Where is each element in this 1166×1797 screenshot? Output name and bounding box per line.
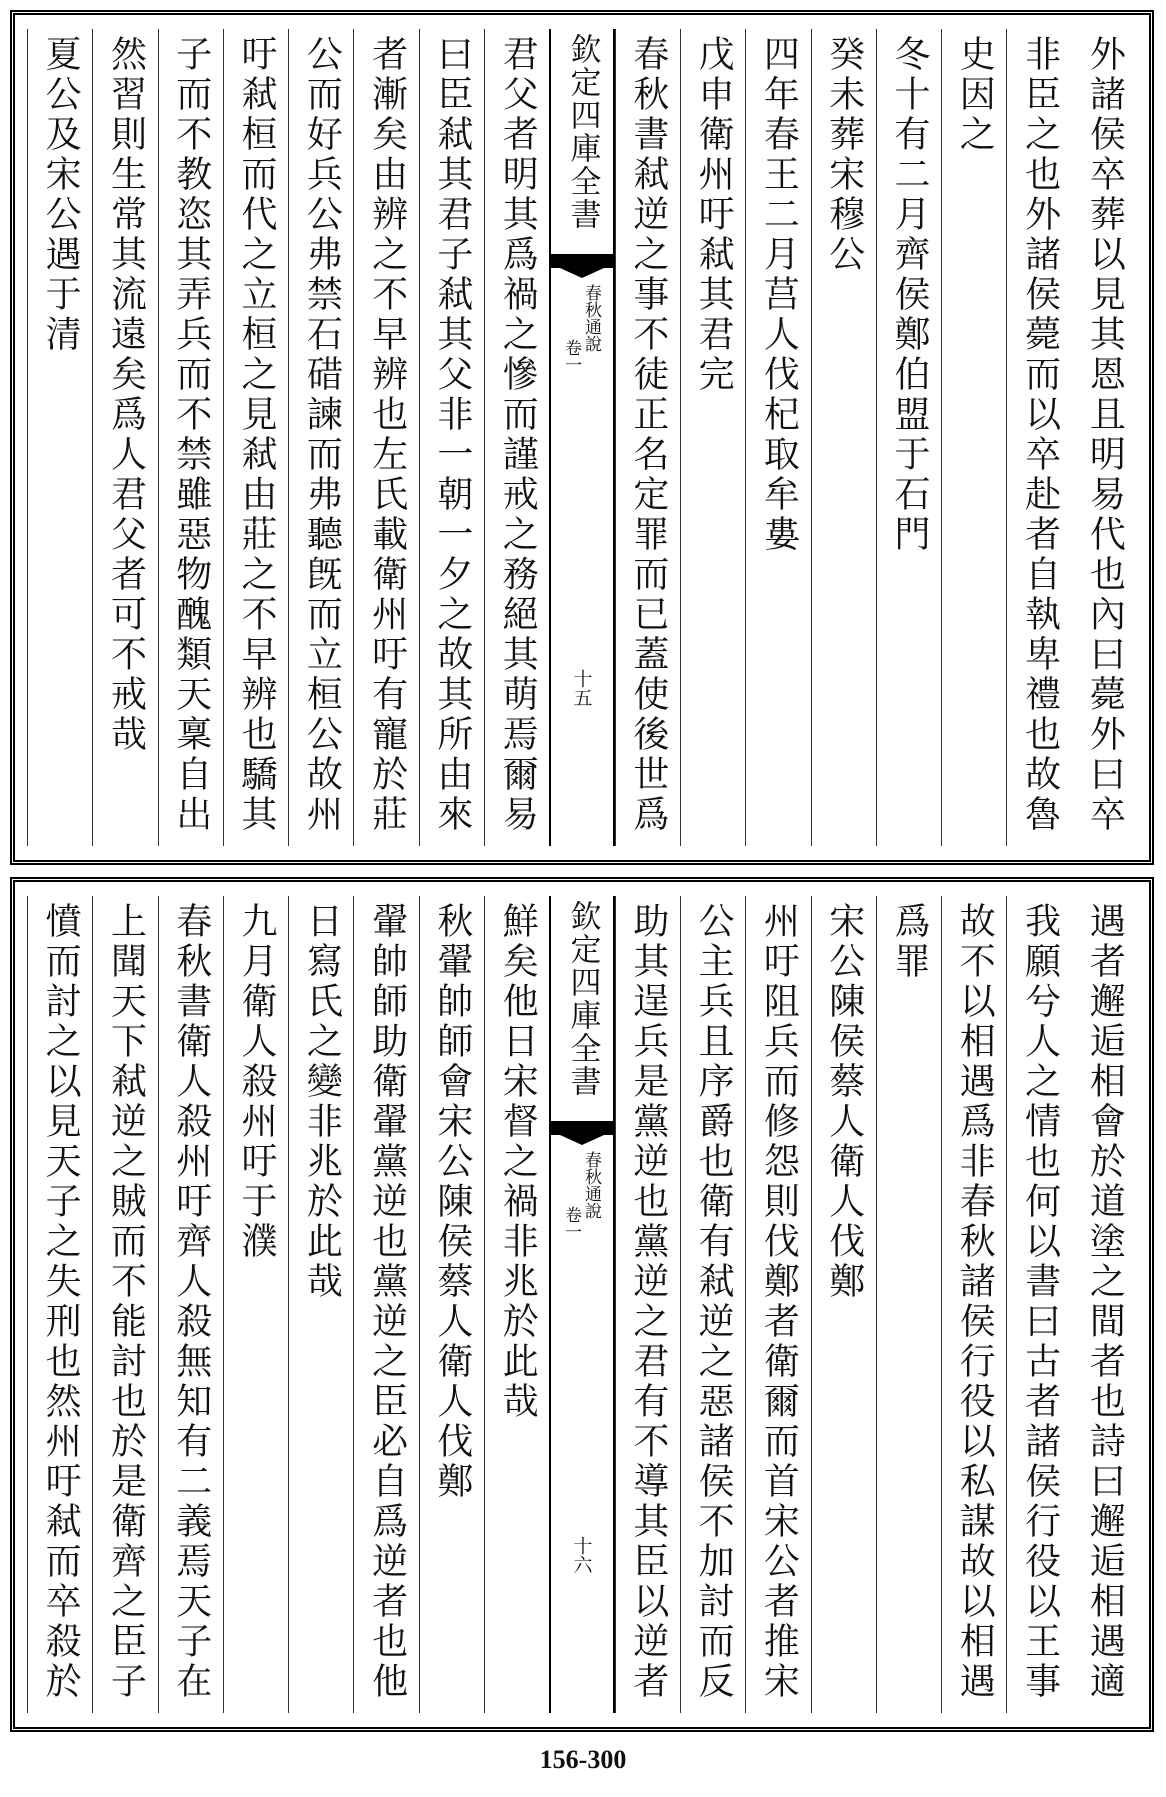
text-column (941, 29, 1006, 846)
text-column (941, 896, 1006, 1713)
folio-number: 十五 (570, 669, 593, 707)
book-title: 欽定四庫全書 (564, 900, 601, 1098)
text-column (1072, 29, 1137, 846)
text-column (680, 896, 745, 1713)
text-column (811, 896, 876, 1713)
column-text: 日寫氏之變非兆於此哉 (301, 902, 343, 1302)
text-column (353, 896, 418, 1713)
volume-title: 春秋通說 (580, 284, 601, 352)
text-column (223, 29, 288, 846)
text-column (158, 29, 223, 846)
column-text: 九月衛人殺州吁于濮 (236, 902, 278, 1262)
text-column (92, 29, 157, 846)
column-text: 州吁阻兵而修怨則伐鄭者衛爾而首宋公者推宋 (758, 902, 800, 1702)
book-title: 欽定四庫全書 (564, 33, 601, 231)
text-column (615, 29, 680, 846)
text-column (615, 896, 680, 1713)
chapter-label: 卷一 (560, 339, 581, 373)
text-column (745, 896, 810, 1713)
center-margin (549, 896, 614, 1713)
text-column (288, 896, 353, 1713)
column-text: 癸未葬宋穆公 (823, 35, 865, 275)
column-text: 史因之 (954, 35, 996, 155)
chapter-label: 卷一 (560, 1206, 581, 1240)
text-column (158, 896, 223, 1713)
column-text: 四年春王二月莒人伐杞取牟婁 (758, 35, 800, 555)
column-text: 戊申衛州吁弒其君完 (693, 35, 735, 395)
column-text: 遇者邂逅相會於道塗之間者也詩曰邂逅相遇適 (1084, 902, 1126, 1702)
column-text: 然習則生常其流遠矣爲人君父者可不戒哉 (105, 35, 147, 755)
column-text: 春秋書弒逆之事不徒正名定罪而已蓋使後世爲 (627, 35, 669, 835)
text-column (288, 29, 353, 846)
text-column (223, 896, 288, 1713)
column-text: 秋翬帥師會宋公陳侯蔡人衛人伐鄭 (431, 902, 473, 1502)
fish-tail-mark (551, 254, 612, 268)
column-text: 爲罪 (888, 902, 930, 982)
column-text: 翬帥師助衛翬黨逆也黨逆之臣必自爲逆者也他 (366, 902, 408, 1702)
column-text: 非臣之也外諸侯薨而以卒赴者自執卑禮也故魯 (1019, 35, 1061, 835)
column-text: 鮮矣他日宋督之禍非兆於此哉 (497, 902, 539, 1422)
column-text: 外諸侯卒葬以見其恩且明易代也內曰薨外曰卒 (1084, 35, 1126, 835)
column-text: 夏公及宋公遇于清 (40, 35, 82, 355)
top-page (10, 10, 1154, 865)
text-column (353, 29, 418, 846)
bottom-page (10, 877, 1154, 1732)
column-text: 故不以相遇爲非春秋諸侯行役以私謀故以相遇 (954, 902, 996, 1702)
page-reference: 156-300 (539, 1745, 627, 1774)
text-column (876, 896, 941, 1713)
text-columns (27, 29, 1137, 846)
center-margin (549, 29, 614, 846)
column-text: 春秋書衛人殺州吁齊人殺無知有二義焉天子在 (170, 902, 212, 1702)
text-column (419, 896, 484, 1713)
column-text: 冬十有二月齊侯鄭伯盟于石門 (888, 35, 930, 555)
column-text: 吁弒桓而代之立桓之見弒由莊之不早辨也驕其 (236, 35, 278, 835)
text-column (27, 896, 92, 1713)
volume-title: 春秋通說 (580, 1151, 601, 1219)
column-text: 子而不教恣其弄兵而不禁雖惡物醜類天稟自出 (170, 35, 212, 835)
column-text: 公而好兵公弗禁石碏諫而弗聽旣而立桓公故州 (301, 35, 343, 835)
folio-number: 十六 (570, 1536, 593, 1574)
text-column (745, 29, 810, 846)
column-text: 公主兵且序爵也衛有弒逆之惡諸侯不加討而反 (693, 902, 735, 1702)
text-column (484, 896, 549, 1713)
column-text: 我願兮人之情也何以書曰古者諸侯行役以王事 (1019, 902, 1061, 1702)
column-text: 助其逞兵是黨逆也黨逆之君有不導其臣以逆者 (627, 902, 669, 1702)
text-column (419, 29, 484, 846)
column-text: 憤而討之以見天子之失刑也然州吁弒而卒殺於 (40, 902, 82, 1702)
text-column (876, 29, 941, 846)
text-column (1072, 896, 1137, 1713)
text-column (1006, 896, 1071, 1713)
column-text: 曰臣弒其君子弒其父非一朝一夕之故其所由來 (431, 35, 473, 835)
column-text: 宋公陳侯蔡人衛人伐鄭 (823, 902, 865, 1302)
fish-tail-mark (551, 1121, 612, 1135)
text-column (680, 29, 745, 846)
text-columns (27, 896, 1137, 1713)
text-column (92, 896, 157, 1713)
column-text: 者漸矣由辨之不早辨也左氏載衛州吁有寵於莊 (366, 35, 408, 835)
text-column (1006, 29, 1071, 846)
text-column (811, 29, 876, 846)
column-text: 上聞天下弒逆之賊而不能討也於是衛齊之臣子 (105, 902, 147, 1702)
column-text: 君父者明其爲禍之慘而謹戒之務絕其萌焉爾易 (497, 35, 539, 835)
text-column (27, 29, 92, 846)
text-column (484, 29, 549, 846)
